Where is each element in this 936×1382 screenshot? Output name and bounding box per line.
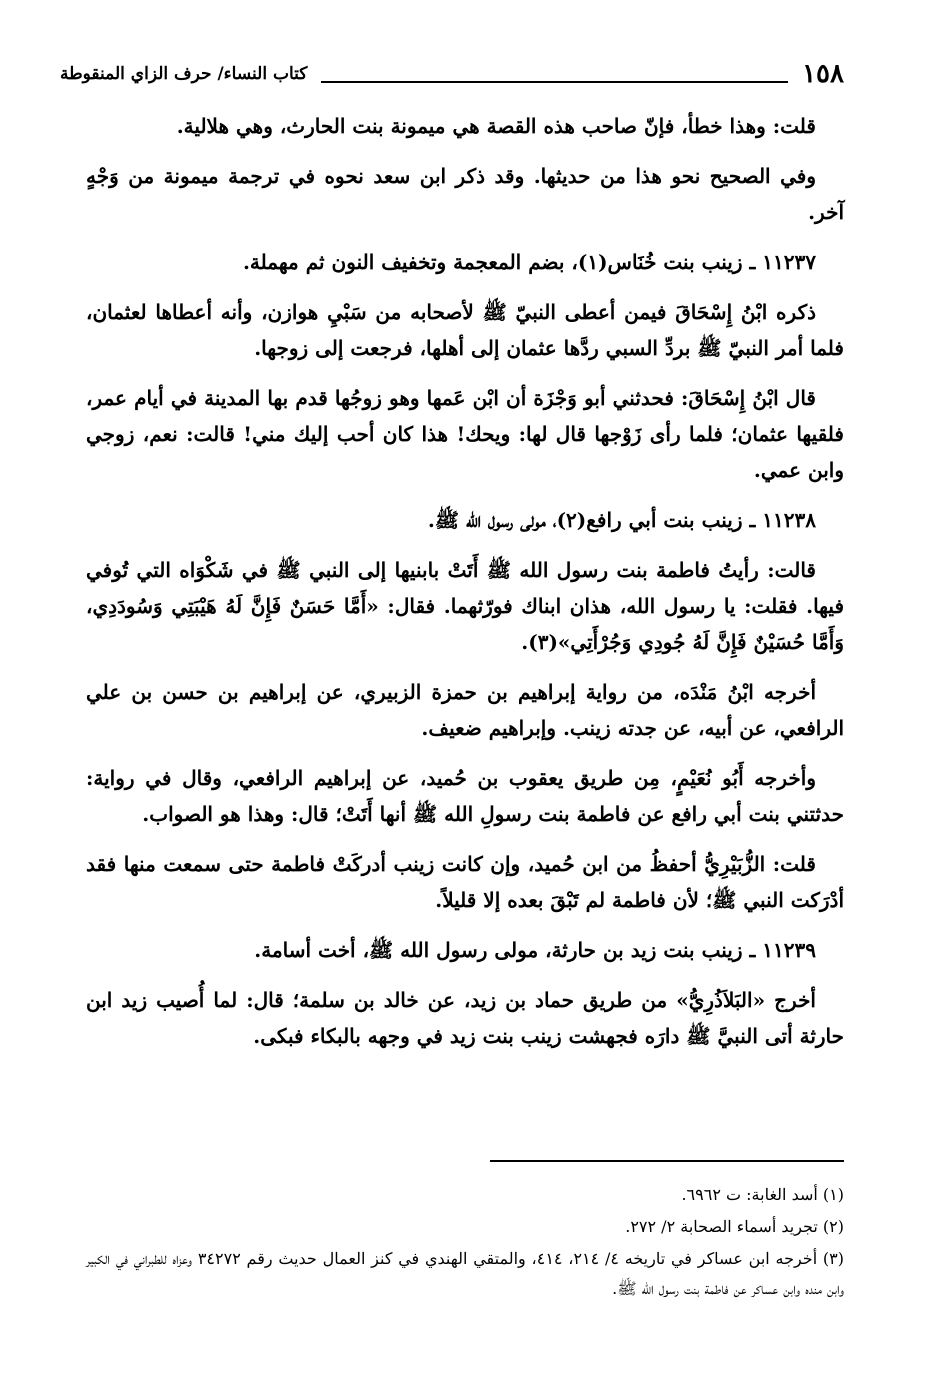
paragraph: قلت: وهذا خطأ، فإنّ صاحب هذه القصة هي ميمونة بنت الحارث، وهي هلالية. [176,114,816,138]
paragraph: قالت: رأيتُ فاطمة بنت رسول الله ﷺ أَتَتْ بابنيها إلى النبي ﷺ في شَكْوَاه التي تُوفي فيها. فقلت: يا رسول الله، هذان ابناك فورّثهما. فقال: «أَمَّا حَسَنٌ فَإِنَّ لَهُ هَيْبَتِي وَسُودَدِي، وَأَمَّا حُسَيْنٌ فَإِنَّ لَهُ جُودِي وَجُرْأَتِي»(٣). [86,558,844,654]
footnote: (٢) تجريد أسماء الصحابة ٢/ ٢٧٢. [625,1217,844,1236]
footnote: (٣) أخرجه ابن عساكر في تاريخه ٤/ ٢١٤، ٤١٤، والمتقي الهندي في كنز العمال حديث رقم ٣٤٢٧٢ وعزاه للطبراني في الكبير وابن منده وابن عساكر عن فاطمة بنت رسول الله ﷺ. [86,1249,845,1298]
page-header [60,54,844,94]
paragraph: وأخرجه أَبُو نُعَيْمٍ، مِن طريق يعقوب بن حُميد، عن إبراهيم الرافعي، وقال في رواية: حدثتني بنت أبي رافع عن فاطمة بنت رسولِ الله ﷺ أنها أَتَتْ؛ قال: وهذا هو الصواب. [86,766,844,826]
header-rule [321,81,788,83]
entry-heading: ١١٢٣٩ ـ زينب بنت زيد بن حارثة، مولى رسول الله ﷺ، أخت أسامة. [254,938,816,962]
footnote-separator [490,1160,844,1162]
page-number: ١٥٨ [802,59,844,89]
paragraph: ذكره ابْنُ إِسْحَاقَ فيمن أعطى النبيّ ﷺ لأصحابه من سَبْيِ هوازن، وأنه أعطاها لعثمان، فلما أمر النبيّ ﷺ بردِّ السبي ردَّها عثمان إلى أهلها، فرجعت إلى زوجها. [86,300,844,360]
running-head: كتاب النساء/ حرف الزاي المنقوطة [60,64,308,84]
paragraph: أخرجه ابْنُ مَنْدَه، من رواية إبراهيم بن حمزة الزبيري، عن إبراهيم بن حسن بن علي الرافعي، عن أبيه، عن جدته زينب. وإبراهيم ضعيف. [86,680,844,740]
entry-heading: ١١٢٣٨ ـ زينب بنت أبي رافع(٢)، مولى رسول الله ﷺ. [427,508,816,532]
main-text [86,108,844,1068]
paragraph: وفي الصحيح نحو هذا من حديثها. وقد ذكر ابن سعد نحوه في ترجمة ميمونة من وَجْهٍ آخر. [86,164,844,224]
paragraph: قلت: الزُّبَيْرِيُّ أحفظُ من ابن حُميد، وإن كانت زينب أدركَتْ فاطمة حتى سمعت منها فقد أدْرَكت النبي ﷺ؛ لأن فاطمة لم تَبْقَ بعده إلا قليلاً. [86,852,844,912]
footnote: (١) أسد الغابة: ت ٦٩٦٢. [681,1185,844,1204]
paragraph: أخرج «البَلاَذُرِيُّ» من طريق حماد بن زيد، عن خالد بن سلمة؛ قال: لما أُصيب زيد ابن حارثة أتى النبيَّ ﷺ دارَه فجهشت زينب بنت زيد في وجهه بالبكاء فبكى. [86,988,844,1048]
paragraph: قال ابْنُ إِسْحَاقَ: فحدثني أبو وَجْزَة أن ابْن عَمها وهو زوجُها قدم بها المدينة في أيام عمر، فلقيها عثمان؛ فلما رأى زَوْجها قال لها: ويحك! هذا كان أحب إليك مني! قالت: نعم، زوجي وابن عمي. [86,386,844,482]
entry-heading: ١١٢٣٧ ـ زينب بنت خُنَاس(١)، بضم المعجمة وتخفيف النون ثم مهملة. [242,250,816,274]
footnotes [86,1180,844,1306]
